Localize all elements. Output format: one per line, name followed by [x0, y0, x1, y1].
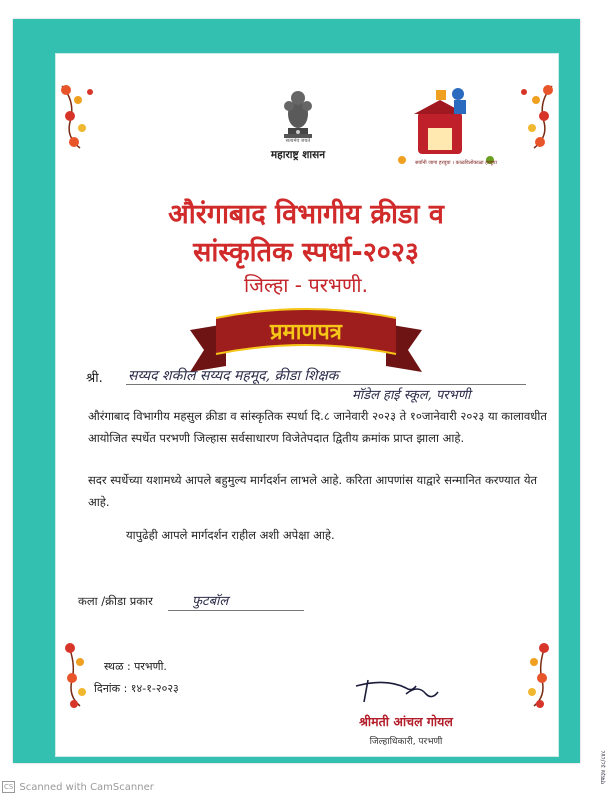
event-logo-tagline: सर्वांनी जागा हरवूया । काळविलोकाळा हरवूया: [415, 160, 497, 166]
sport-type-label: कला /क्रीडा प्रकार: [78, 594, 153, 608]
signer-title: जिल्हाधिकारी, परभणी: [369, 737, 443, 747]
body-paragraph-honour: सदर स्पर्धेच्या यशामध्ये आपले बहुमुल्य मार्गदर्शन लाभले आहे. करिता आपणांस याद्वारे सन्मानित करण्यात येत आहे.: [88, 473, 538, 509]
certificate-body: [55, 53, 607, 784]
emblem-motto: सत्यमेव जयते: [285, 138, 311, 144]
event-logo: [396, 84, 496, 168]
certificate-border: [13, 19, 607, 784]
date-line: दिनांक : १४-१-२०२३: [94, 682, 179, 695]
recipient-prefix: श्री.: [86, 371, 103, 386]
floral-corner-ornament: [56, 82, 104, 152]
scanner-watermark: [2, 781, 154, 793]
sport-type-value: फुटबॉल: [192, 594, 229, 609]
place-line: स्थळ : परभणी.: [104, 660, 167, 673]
recipient-name: सय्यद शकील सय्यद महमूद, क्रीडा शिक्षक: [128, 368, 339, 384]
floral-corner-ornament: [506, 640, 554, 710]
body-paragraph-wish: यापुढेही आपले मार्गदर्शन राहील अशी अपेक्षा आहे.: [126, 528, 335, 542]
signature: [346, 674, 456, 708]
floral-corner-ornament: [60, 640, 108, 710]
side-reference-code: एफ३४ ३८/८४८: [600, 750, 607, 784]
certificate-title-line1: औरंगाबाद विभागीय क्रीडा व: [168, 199, 444, 230]
camscanner-badge: CS: [4, 783, 14, 791]
certificate-ribbon-label: प्रमाणपत्र: [270, 320, 342, 345]
district-line: जिल्हा - परभणी.: [244, 273, 368, 297]
government-name: महाराष्ट्र शासन: [270, 149, 326, 161]
certificate-title-line2: सांस्कृतिक स्पर्धा-२०२३: [193, 237, 419, 268]
sport-underline: [168, 610, 304, 611]
scanner-text: Scanned with CamScanner: [19, 781, 154, 793]
body-paragraph-achievement: औरंगाबाद विभागीय महसुल क्रीडा व सांस्कृतिक स्पर्धा दि.८ जानेवारी २०२३ ते १०जानेवारी २०२३ या कालावधीत आयोजित स्पर्धेत परभणी जिल्हास सर्वसाधारण विजेतेपदात द्वितीय क्रमांक प्राप्त झाला आहे.: [88, 409, 547, 445]
signer-name: श्रीमती आंचल गोयल: [359, 714, 453, 729]
recipient-school: मॉडेल हाई स्कूल, परभणी: [352, 388, 471, 403]
floral-corner-ornament: [510, 82, 558, 152]
